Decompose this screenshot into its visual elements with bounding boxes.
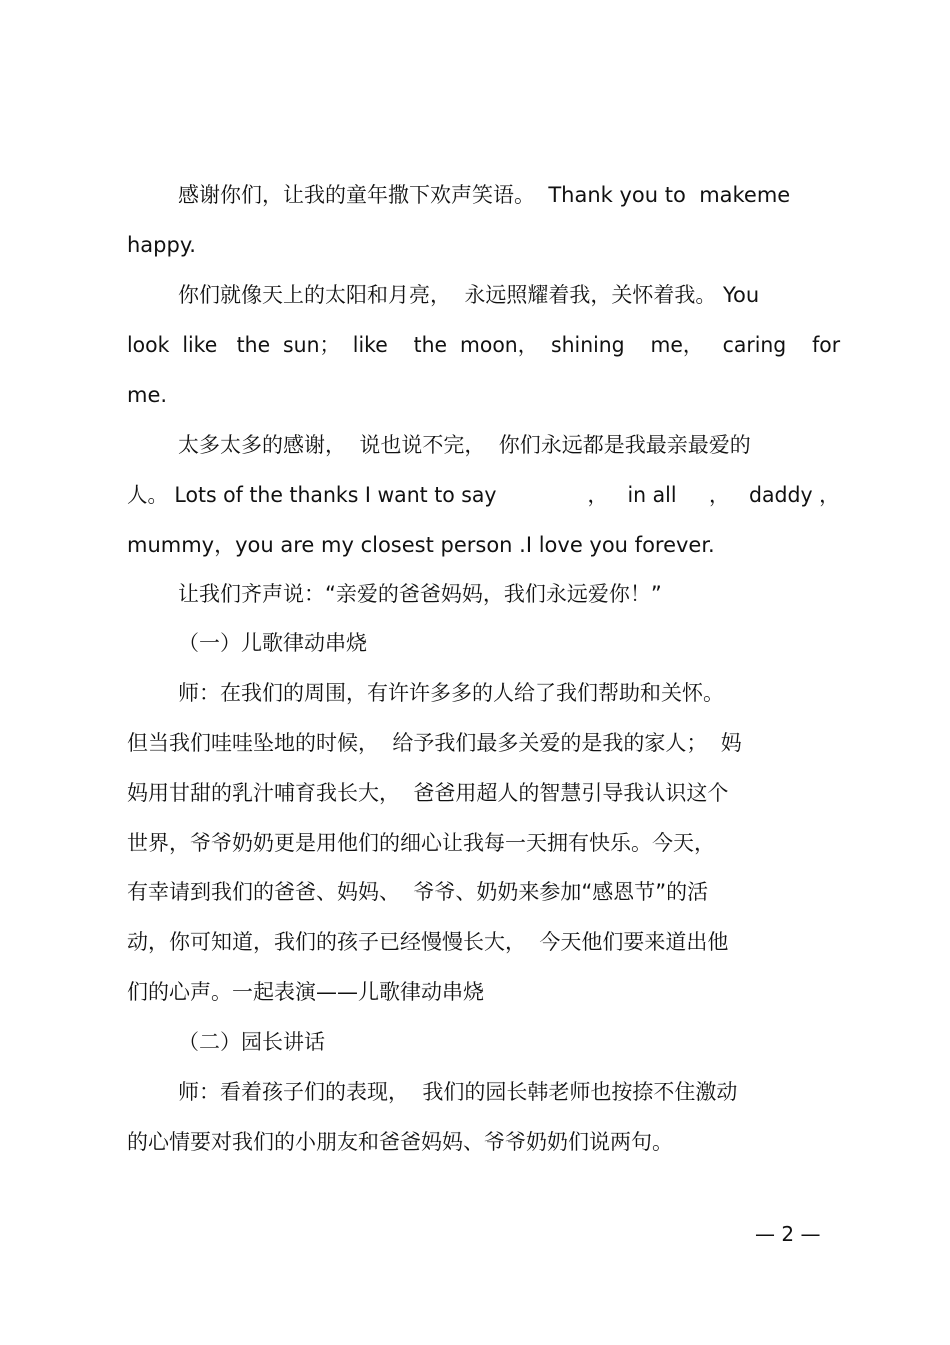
text-line: mummy，you are my closest person .I love you forever. <box>127 533 715 557</box>
text-line: 妈用甘甜的乳汁哺育我长大， 爸爸用超人的智慧引导我认识这个 <box>127 781 729 805</box>
text-line: happy. <box>127 233 196 257</box>
text-line: look like the sun； like the moon， shining me， caring for <box>127 333 841 357</box>
text-line: 们的心声。一起表演——儿歌律动串烧 <box>127 980 484 1004</box>
text-line: me. <box>127 383 168 407</box>
text-line: 的心情要对我们的小朋友和爸爸妈妈、爷爷奶奶们说两句。 <box>127 1130 673 1154</box>
section-heading: （一）儿歌律动串烧 <box>178 631 367 655</box>
text-line: 但当我们哇哇坠地的时候， 给予我们最多关爱的是我的家人； 妈 <box>127 731 742 755</box>
text-line: 让我们齐声说：“亲爱的爸爸妈妈，我们永远爱你！” <box>178 582 662 606</box>
text-line: 世界，爷爷奶奶更是用他们的细心让我每一天拥有快乐。今天， <box>127 831 715 855</box>
text-line: 你们就像天上的太阳和月亮， 永远照耀着我，关怀着我。 You <box>178 283 760 307</box>
text-line: 人。 Lots of the thanks I want to say ， in all ， daddy ， <box>127 483 840 507</box>
text-line: 太多太多的感谢， 说也说不完， 你们永远都是我最亲最爱的 <box>178 433 751 457</box>
text-line: 有幸请到我们的爸爸、妈妈、 爷爷、奶奶来参加“感恩节”的活 <box>127 880 709 904</box>
text-line: 感谢你们，让我的童年撒下欢声笑语。 Thank you to makeme <box>178 183 791 207</box>
text-line: 师：在我们的周围，有许许多多的人给了我们帮助和关怀。 <box>178 681 724 705</box>
text-line: 动，你可知道，我们的孩子已经慢慢长大， 今天他们要来道出他 <box>127 930 729 954</box>
text-line: 师：看着孩子们的表现， 我们的园长韩老师也按捺不住激动 <box>178 1080 738 1104</box>
page-number: — 2 — <box>755 1222 821 1246</box>
section-heading: （二）园长讲话 <box>178 1030 325 1054</box>
